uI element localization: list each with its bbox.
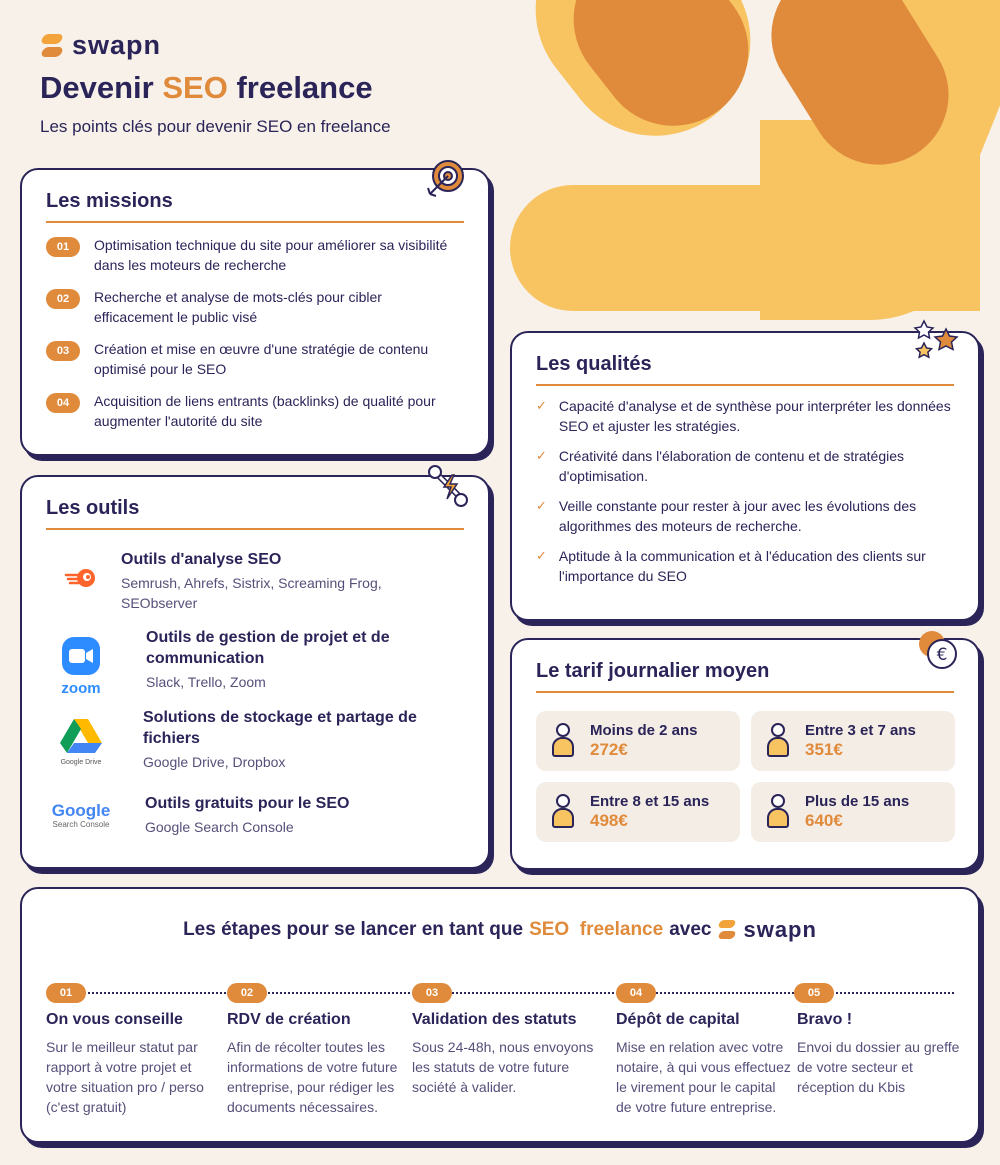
qualities-card (510, 331, 980, 621)
quality-text: Créativité dans l'élaboration de contenu et de stratégies d'optimisation. (558, 448, 905, 484)
step-item (227, 1011, 405, 1117)
tool-body (121, 549, 451, 613)
step-title: Dépôt de capital (616, 1011, 740, 1028)
list-item (536, 396, 954, 436)
step-title: On vous conseille (46, 1011, 183, 1028)
check-icon: ✓ (536, 398, 547, 413)
swapn-logo-icon (40, 32, 64, 60)
step-title: Bravo ! (797, 1011, 853, 1028)
brand-logo[interactable] (40, 30, 161, 61)
quality-text: Aptitude à la communication et à l'éducation des clients sur l'importance du SEO (558, 548, 926, 584)
rate-grid (536, 711, 954, 842)
check-icon: ✓ (536, 548, 547, 563)
person-icon (765, 723, 791, 759)
google-drive-logo-text: Google Drive (60, 759, 102, 766)
step-number-badge: 04 (616, 983, 656, 1003)
google-search-console-logo-icon (46, 801, 116, 829)
google-drive-logo-icon (46, 717, 116, 766)
list-item (46, 235, 464, 275)
target-icon (424, 156, 468, 200)
quality-text: Capacité d'analyse et de synthèse pour interpréter les données SEO et ajuster les stratégies. (558, 398, 951, 434)
tool-body (145, 793, 445, 837)
step-text: Envoi du dossier au greffe de votre secteur et réception du Kbis (797, 1039, 960, 1095)
divider (46, 528, 464, 530)
tool-title: Outils gratuits pour le SEO (145, 795, 350, 812)
semrush-logo-icon (46, 567, 116, 594)
step-number-badge: 01 (46, 237, 80, 257)
list-item (536, 496, 954, 536)
mission-text: Optimisation technique du site pour améliorer sa visibilité dans les moteurs de recherche (94, 237, 448, 273)
tools-icon (426, 465, 470, 509)
tool-desc: Google Search Console (145, 819, 294, 835)
euro-coin-icon (916, 628, 960, 672)
steps-title (46, 917, 954, 943)
person-icon (550, 794, 576, 830)
steps-title-part1: Les étapes pour se lancer en tant que (183, 919, 524, 940)
tools-card (20, 475, 490, 869)
list-item (536, 446, 954, 486)
tool-item (46, 793, 466, 843)
step-item (616, 1011, 792, 1117)
step-number-badge: 02 (227, 983, 267, 1003)
svg-text:€: € (936, 645, 948, 665)
title-part2: freelance (236, 70, 373, 105)
rate-value: 351€ (805, 740, 843, 759)
rate-label: Plus de 15 ans (805, 793, 910, 810)
person-icon (765, 794, 791, 830)
divider (46, 221, 464, 223)
step-text: Sous 24-48h, nous envoyons les statuts de votre future société à valider. (412, 1039, 594, 1095)
missions-title: Les missions (46, 190, 173, 212)
step-number-badge: 02 (46, 289, 80, 309)
qualities-title: Les qualités (536, 353, 652, 375)
rate-value: 640€ (805, 811, 843, 830)
tool-title: Outils d'analyse SEO (121, 551, 282, 568)
step-title: Validation des statuts (412, 1011, 577, 1028)
page-title (40, 70, 373, 106)
list-item (46, 391, 464, 431)
google-logo-text: Google (51, 801, 111, 820)
step-number-badge: 05 (794, 983, 834, 1003)
tool-desc: Google Drive, Dropbox (143, 754, 286, 770)
missions-card (20, 168, 490, 456)
rate-value: 272€ (590, 740, 628, 759)
tool-body (143, 707, 453, 772)
rate-item (536, 711, 740, 771)
steps-title-accent: SEO freelance (529, 919, 664, 940)
tool-title: Outils de gestion de projet et de communication (146, 629, 390, 667)
step-number-badge: 04 (46, 393, 80, 413)
search-console-logo-text: Search Console (52, 820, 110, 829)
tool-title: Solutions de stockage et partage de fichiers (143, 709, 417, 747)
rate-item (536, 782, 740, 842)
title-accent: SEO (162, 70, 228, 105)
rate-label: Entre 3 et 7 ans (805, 722, 916, 739)
step-text: Mise en relation avec votre notaire, à qui vous effectuez le virement pour le capital de votre future entreprise. (616, 1039, 791, 1115)
step-number-badge: 03 (46, 341, 80, 361)
steps-title-part2: avec (669, 919, 712, 940)
tool-item (46, 627, 466, 697)
mission-text: Recherche et analyse de mots-clés pour cibler efficacement le public visé (94, 289, 382, 325)
list-item (46, 287, 464, 327)
brand-name: swapn (743, 917, 817, 942)
divider (536, 384, 954, 386)
zoom-logo-icon (46, 635, 116, 697)
tools-title: Les outils (46, 497, 140, 519)
daily-rate-card (510, 638, 980, 870)
tool-item (46, 707, 466, 777)
steps-card (20, 887, 980, 1143)
stars-icon (912, 319, 960, 363)
rate-label: Moins de 2 ans (590, 722, 698, 739)
step-item (412, 1011, 602, 1097)
step-item (46, 1011, 216, 1117)
list-item (536, 546, 954, 586)
rate-item (751, 711, 955, 771)
tool-desc: Semrush, Ahrefs, Sistrix, Screaming Frog, SEObserver (121, 575, 382, 611)
tool-desc: Slack, Trello, Zoom (146, 674, 266, 690)
decorative-shape (510, 185, 980, 311)
tool-body (146, 627, 446, 692)
quality-text: Veille constante pour rester à jour avec les évolutions des algorithmes des moteurs de recherche. (558, 498, 917, 534)
person-icon (550, 723, 576, 759)
divider (536, 691, 954, 693)
swapn-logo-icon (717, 918, 737, 942)
list-item (46, 339, 464, 379)
step-title: RDV de création (227, 1011, 351, 1028)
mission-text: Création et mise en œuvre d'une stratégie de contenu optimisé pour le SEO (94, 341, 429, 377)
brand-logo[interactable] (717, 917, 816, 943)
check-icon: ✓ (536, 498, 547, 513)
zoom-logo-text: zoom (61, 680, 101, 697)
step-item (797, 1011, 962, 1097)
mission-text: Acquisition de liens entrants (backlinks) de qualité pour augmenter l'autorité du site (94, 393, 436, 429)
brand-name: swapn (72, 30, 162, 60)
daily-rate-title: Le tarif journalier moyen (536, 660, 770, 682)
step-text: Afin de récolter toutes les informations de votre future entreprise, pour rédiger les documents nécessaires. (227, 1039, 398, 1115)
steps-timeline (46, 983, 954, 1003)
step-text: Sur le meilleur statut par rapport à votre projet et votre situation pro / perso (c'est gratuit) (46, 1039, 204, 1115)
step-number-badge: 01 (46, 983, 86, 1003)
step-number-badge: 03 (412, 983, 452, 1003)
page-subtitle: Les points clés pour devenir SEO en freelance (40, 117, 391, 136)
check-icon: ✓ (536, 448, 547, 463)
tool-item (46, 549, 466, 619)
title-part1: Devenir (40, 70, 154, 105)
rate-value: 498€ (590, 811, 628, 830)
rate-item (751, 782, 955, 842)
rate-label: Entre 8 et 15 ans (590, 793, 710, 810)
